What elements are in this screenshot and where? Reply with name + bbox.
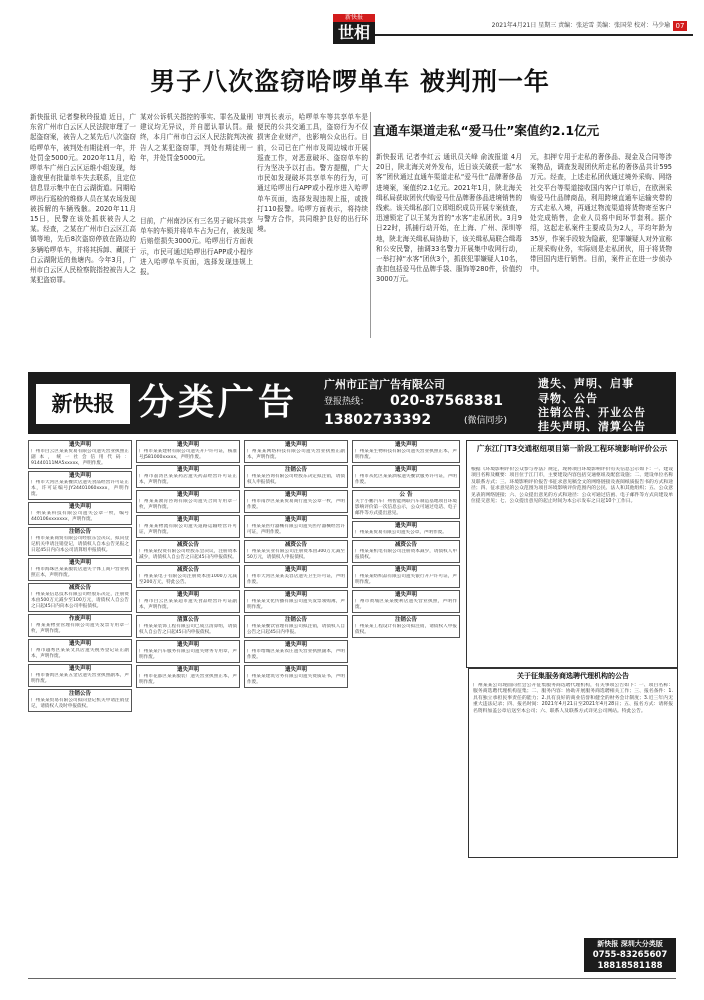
classified-ad-title: 遗失声明: [284, 592, 307, 598]
classified-ad-body: 广州某某网络科技有限公司遗失营业执照正副本，声明作废。: [247, 449, 345, 460]
classified-ad: [352, 440, 460, 463]
article-column-3: 审判长表示，哈啰单车等共享单车是便民的公共交通工具，盗窃行为不仅损害企业财产，也影响公众出行。目前，公司已在广州市及周边城市开展巡查工作，对恶意破坏、盗窃单车的行为坚决予以打击。警方提醒，广大市民如发现破坏共享单车的行为，可通过哈啰出行APP或小程序进入哈啰单车页面，选择发现违规上报，或拨打110报警。哈啰方面表示，将持续与警方合作，共同维护良好的出行环境。: [257, 113, 368, 234]
classified-ad-body: 广州某某贸易有限公司遗失公章，声明作废。: [355, 530, 447, 535]
classified-ad-title: 遗失声明: [176, 467, 199, 473]
classified-ad: [136, 440, 240, 463]
classified-ad-body: 广州市番禺区某某五金店遗失营业执照副本，声明作废。: [31, 673, 129, 684]
brand-box: [36, 384, 130, 424]
page-number: 07: [673, 21, 687, 31]
service-item: 注销公告、开业公告: [538, 406, 646, 419]
classified-ad: [352, 521, 460, 538]
classified-ad-title: 减资公告: [68, 585, 91, 591]
tender-notice: [466, 440, 678, 668]
service-item: 寻物、公告: [538, 392, 598, 405]
classified-ad: [136, 540, 240, 563]
classified-ad: [244, 615, 348, 638]
article2-column-1: 新快报讯 记者李红云 通讯员关峰 俞波报道 4月20日，陕北海关对外发布，近日该关破获一起“水客”团伙通过直通车渠道走私“爱马仕”品牌奢侈品进境案，案值约2.1亿元。2021年1月，陕北海关缉私局获取团伙代购爱马仕品牌奢侈品进境销售的线索。该关缉私部门立即组织成员开展专案侦查，迅速锁定了以王某为首的“水客”走私团伙。3月9日22时，抓捕行动开始，在上海、广州、深圳等地，陕北海关缉私局协助下，该关缉私局联合缉毒和公安民警，抽调33名警力开展集中收网行动，一举打掉“水客”团伙3个，抓获犯罪嫌疑人10名，查扣包括爱马仕品牌手袋、服饰等280件，价值约3000万元。: [376, 153, 522, 284]
classified-ad: [244, 590, 348, 613]
classified-column: [28, 440, 132, 972]
classified-ads-area: [28, 440, 676, 972]
article2-column-2: 元，扣押专用于走私的奢侈品、现金及合同等涉案物品，调查发现团伙所走私的奢侈品共计595万元。经查，上述走私团伙通过境外采购、网络社交平台等渠道接收国内客户订单后，在欧洲采购爱马仕品牌商品，利用跨境直通车运输夹带的方式走私入境，再通过物流渠道将货物寄至客户处完成销售，企业人员将中间环节套利。据介绍，这起走私案件主要成员为2人，平均年龄为35岁，作案手段较为隐蔽，犯罪嫌疑人对外宣称正规采购业务，实际则是走私团伙，用于将货物带回国内进行销售。目前，案件正在进一步侦办中。: [530, 153, 672, 274]
classified-ad-title: 减资公告: [176, 567, 199, 573]
classified-ad-body: 广州某某医疗器械有限公司遗失医疗器械经营许可证，声明作废。: [247, 524, 345, 535]
classified-ad-title: 注销公告: [284, 467, 307, 473]
classified-ad-body: 广州市南沙区某某贸易商行遗失公章一枚，声明作废。: [247, 499, 345, 510]
service-item: 挂失声明、清算公告: [538, 420, 646, 433]
classified-ad-title: 注销公告: [68, 529, 91, 535]
classified-ad-title: 遗失声明: [68, 560, 91, 566]
classified-ad-title: 遗失声明: [176, 667, 199, 673]
classified-ad: [352, 490, 460, 519]
classified-ad-body: 广州市从化区某某酒家遗失餐饮服务许可证，声明作废。: [355, 474, 457, 485]
classified-ad-title: 公 告: [399, 492, 413, 498]
classified-ad: [136, 490, 240, 513]
bottom-rule: [28, 978, 676, 979]
classified-ad-body: 广州某某工程设计有限公司拟注销，请债权人申报债权。: [355, 624, 457, 635]
classified-ad: [28, 664, 132, 687]
classified-ad-body: 广州市某某商贸有限公司经股东会决议，拟向登记机关申请注销登记，请债权人自本公告见报之日起45日内向本公司清算组申报债权。: [31, 536, 129, 553]
classified-ad: [28, 471, 132, 500]
service-item: 遗失、声明、启事: [538, 377, 634, 390]
classified-ad-body: 广州某某文化传播有限公司遗失发票领购簿，声明作废。: [247, 599, 345, 610]
classified-ad: [136, 515, 240, 538]
classified-ad: [244, 565, 348, 588]
classified-ad: [28, 583, 132, 612]
recruitment-title: 关于征集服务商选聘代理机构的公告: [517, 672, 629, 680]
classified-ad-body: 广州某某物流有限公司遗失道路运输经营许可证，声明作废。: [139, 524, 237, 535]
classified-ad-title: 遗失声明: [176, 442, 199, 448]
classified-ad: [244, 440, 348, 463]
classified-ad-body: 广州某某机电有限公司注册资本减少，请债权人申报债权。: [355, 549, 457, 560]
classified-ad-body: 广州某某教育咨询有限公司遗失合同专用章一枚，声明作废。: [139, 499, 237, 510]
classified-ad-title: 作废声明: [68, 616, 91, 622]
classified-ad: [136, 565, 240, 588]
classified-ad-body: 广州某某生物科技有限公司遗失营业执照正本，声明作废。: [355, 449, 457, 460]
classified-ad: [244, 665, 348, 688]
classified-ad-body: 广州市天河区某某餐饮店遗失食品经营许可证正本，许可证编号JY24401060xxxx，声明作废。: [31, 480, 129, 497]
classified-ad-body: 广州某某物业管理有限公司遗失发票专用章一枚，声明作废。: [31, 623, 129, 634]
second-headline: 直通车渠道走私“爱马仕”案值约2.1亿元: [373, 123, 600, 138]
brand-name: 新快报: [51, 391, 115, 416]
classified-ad-body: 广州市天河区某某美容店遗失卫生许可证，声明作废。: [247, 574, 345, 585]
classified-ad-body: 广州某某科技有限公司遗失公章一枚，编号440106xxxxxxx，声明作废。: [31, 511, 129, 522]
classified-ad-body: 广州某某电子有限公司注册资本由1000万元减至200万元，特此公告。: [139, 574, 237, 585]
classified-ad-body: 广州市白云区某某超市遗失食品经营许可证副本，声明作废。: [139, 599, 237, 610]
classified-ad: [244, 490, 348, 513]
article-column-2-lower: 目前，广州南沙区有三名男子破坏共享单车的车锁并将单车占为己有，被发现后赔偿损失3000元。哈啰出行方面表示，市民可通过哈啰出行APP或小程序进入哈啰单车页面，选择发现违规上报。: [140, 217, 253, 277]
classified-ad-body: 广州市白云区某某贸易有限公司遗失营业执照正副本，统一社会信用代码：91440111MA5xxxxx，声明作废。: [31, 449, 129, 466]
classified-ad-title: 遗失声明: [68, 442, 91, 448]
classified-column: [136, 440, 240, 972]
classified-ad: [352, 615, 460, 638]
classified-column: [352, 440, 460, 972]
section-logo: [333, 14, 375, 44]
recruitment-notice: [468, 668, 678, 858]
classified-ad-title: 遗失声明: [394, 467, 417, 473]
classified-column: [244, 440, 348, 972]
classified-ad-banner: [28, 372, 676, 434]
shenzhen-mobile: 18818581188: [597, 961, 663, 971]
shenzhen-ad-box: [584, 938, 676, 972]
classified-ad-body: 广州某某纺织品有限公司遗失银行开户许可证，声明作废。: [355, 574, 457, 585]
tender-body: 根据《环境影响评价公众参与办法》规定，现将项目环境影响评价有关信息公示如下：一、建设项目名称及概要：项目位于江门市，主要建设内容包括交通枢纽及配套设施；二、建设单位名称及联系方式；三、环境影响评价报告书征求意见稿全文的网络链接及查阅纸质报告书的方式和途径；四、征求意见的公众范围为项目环境影响评价范围内的公民、法人和其他组织；五、公众意见表的网络链接；六、公众提出意见的方式和途径：公众可通过信函、电子邮件等方式向建设单位提交意见；七、公众提出意见的起止时间为本公示发布之日起10个工作日。: [471, 467, 673, 505]
classified-ad-title: 减资公告: [394, 542, 417, 548]
classified-ad-body: 广州某某餐饮管理有限公司拟注销，请债权人自公告之日起45日内申报。: [247, 624, 345, 635]
classified-ad-title: 注销公告: [394, 617, 417, 623]
classified-ad: [28, 527, 132, 556]
classified-ad-title: 遗失声明: [68, 473, 91, 479]
classified-ad-title: 遗失声明: [284, 567, 307, 573]
classified-ad: [244, 540, 348, 563]
classified-ad-body: 广州某某贸易有限公司拟向登记机关申请注销登记，请债权人及时申报债权。: [31, 698, 129, 709]
classified-ad-title: 遗失声明: [68, 641, 91, 647]
classified-ad-body: 广州市海珠区某某服装店遗失个体工商户营业执照正本，声明作废。: [31, 567, 129, 578]
classified-ad: [28, 502, 132, 525]
classified-ad-title: 遗失声明: [394, 442, 417, 448]
issue-meta: 2021年4月21日 星期三 责编：张运雪 美编：张国荣 校对：马少瑜: [491, 22, 670, 29]
classified-ad-title: 减资公告: [284, 542, 307, 548]
classified-ad: [28, 639, 132, 662]
classified-ad: [28, 614, 132, 637]
classified-ad-body: 广州市黄埔区某某便利店遗失营业执照，声明作废。: [355, 599, 457, 610]
section-name: 世相: [337, 23, 370, 42]
shenzhen-label: 新快报 深圳大分类版: [597, 940, 663, 948]
classified-ad: [352, 465, 460, 488]
page-header: [0, 0, 704, 44]
ad-company: 广州市正言广告有限公司: [324, 378, 445, 391]
classified-ad-title: 遗失声明: [284, 442, 307, 448]
classified-ad: [28, 689, 132, 712]
classified-ad: [244, 640, 348, 663]
classified-ad-title: 减资公告: [176, 542, 199, 548]
shenzhen-phone: 0755-83265607: [592, 950, 668, 960]
classified-ad: [136, 665, 240, 688]
classified-ad: [136, 465, 240, 488]
classified-ad: [352, 540, 460, 563]
classified-ad-title: 遗失声明: [394, 567, 417, 573]
classified-ad-body: 关于小鹏汽车广州智能网联汽车制造基地项目环境影响评价第一次信息公示，公众可通过电话、电子邮件等方式提出意见。: [355, 499, 457, 516]
classified-ad: [244, 515, 348, 538]
classified-ad-title: 遗失声明: [68, 666, 91, 672]
hotline-label: 登报热线：: [324, 397, 370, 407]
classified-ad-title: 遗失声明: [68, 504, 91, 510]
classified-ad: [28, 440, 132, 469]
classified-ad-body: 广州某某信息技术有限公司经股东决定，注册资本由500万元减少至100万元，请债权人自公告之日起45日内向本公司申报债权。: [31, 592, 129, 609]
classified-ad-title: 遗失声明: [394, 592, 417, 598]
classified-ad-title: 注销公告: [68, 691, 91, 697]
classified-ad-title: 遗失声明: [284, 492, 307, 498]
column-divider: [370, 112, 371, 338]
classified-ad-title: 遗失声明: [176, 592, 199, 598]
classified-ad: [352, 590, 460, 613]
classified-ad: [352, 565, 460, 588]
classified-ad-title: 清算公告: [176, 617, 199, 623]
classified-column: [468, 860, 578, 972]
article-column-1: 新快报讯 记者黎秋玲报道 近日，广东省广州市白云区人民法院审理了一起盗窃案，被告人之某先后八次盗窃哈啰单车，被判处有期徒刑一年，并处罚金5000元。2020年11月，哈啰单车广州白云区运维小组发现，每逢夜里有批量单车失去联系，且定位信息显示集中在白云湖街道。同期哈啰出行巡检的维修人员在某农场发现被拆解的车辆残骸。2020年11月15日，民警在该处抓获被告人之某。经查，之某在广州市白云区江高镇等地，先后8次盗窃停放在路边的多辆哈啰单车，并将其拆卸、藏匿于白云湖附近的鱼塘内。今年3月，广州市白云区人民检察院指控被告人之某犯盗窃罪。: [30, 113, 136, 285]
classified-ad-title: 遗失声明: [176, 492, 199, 498]
article-column-2: 某对公诉机关指控的事实、罪名及量刑建议均无异议，并自愿认罪认罚。最终，本月广州市白云区人民法院判决被告人之某犯盗窃罪，判处有期徒刑一年，并处罚金5000元。: [140, 113, 253, 162]
classified-ad: [136, 640, 240, 663]
logo-small-text: 新快报: [333, 14, 375, 22]
classified-ad-body: 广州市越秀区某某文具店遗失税务登记证正副本，声明作废。: [31, 648, 129, 659]
classified-ad-body: 广州某某汽车服务有限公司遗失财务专用章，声明作废。: [139, 649, 237, 660]
mobile-number: 13802733392: [324, 412, 432, 428]
classified-ad-title: 注销公告: [284, 617, 307, 623]
classified-ad-title: 遗失声明: [394, 523, 417, 529]
classified-ad-body: 广州市荔湾区某某药店遗失药品经营许可证正本，声明作废。: [139, 474, 237, 485]
classified-ad-body: 广州某某装饰工程有限公司已成立清算组，请债权人自公告之日起45日内申报债权。: [139, 624, 237, 635]
classified-ad-body: 广州某某咨询有限公司经股东决定拟注销，请债权人申报债权。: [247, 474, 345, 485]
classified-ad: [136, 615, 240, 638]
main-headline: 男子八次盗窃哈啰单车 被判刑一年: [150, 67, 550, 96]
classified-ad: [244, 465, 348, 488]
header-rule: [375, 34, 693, 36]
classified-ad-body: 广州某某实业有限公司注册资本由300万元减至50万元，请债权人申报债权。: [247, 549, 345, 560]
classified-ad-body: 广州某某建筑劳务有限公司遗失资质证书，声明作废。: [247, 674, 345, 685]
classified-ad-body: 广州市某某建材有限公司遗失开户许可证，核准号J581000xxxxx，声明作废。: [139, 449, 237, 460]
wechat-note: (微信同步): [464, 416, 508, 426]
hotline-number: 020-87568381: [390, 393, 503, 409]
classified-ad: [136, 590, 240, 613]
classified-ad-title: 遗失声明: [284, 642, 307, 648]
tender-title: 广东江门T3交通枢纽项目第一阶段工程环境影响评价公示: [476, 444, 668, 453]
recruitment-body: 广州某某公司现面向社会公开征集服务商选聘代理机构，有关事项公告如下：一、项目名称：服务商选聘代理机构征集；二、服务内容：协助开展服务商选聘相关工作；三、报名条件：1.具有独立承担民事责任的能力；2.具有良好的商业信誉和健全的财务会计制度；3.近三年内无重大违法记录；四、报名时间：2021年4月21日至2021年4月28日；五、报名方式：请将报名资料加盖公章后送至本公司；六、联系人及联系方式详见公司网站。特此公告。: [473, 683, 673, 714]
classified-ad-title: 遗失声明: [176, 517, 199, 523]
classified-ad-title: 遗失声明: [284, 517, 307, 523]
classified-ad-body: 广州某某投资有限公司经股东会决议，注册资本减少，请债权人自公告之日起45日内申报债权。: [139, 549, 237, 560]
banner-title: 分类广告: [138, 382, 299, 423]
classified-ad-body: 广州市增城区某某农庄遗失营业执照副本，声明作废。: [247, 649, 345, 660]
classified-ad-title: 遗失声明: [284, 667, 307, 673]
classified-ad-body: 广州市花都区某某服装厂遗失营业执照正本，声明作废。: [139, 674, 237, 685]
classified-ad-title: 遗失声明: [176, 642, 199, 648]
classified-ad: [28, 558, 132, 581]
